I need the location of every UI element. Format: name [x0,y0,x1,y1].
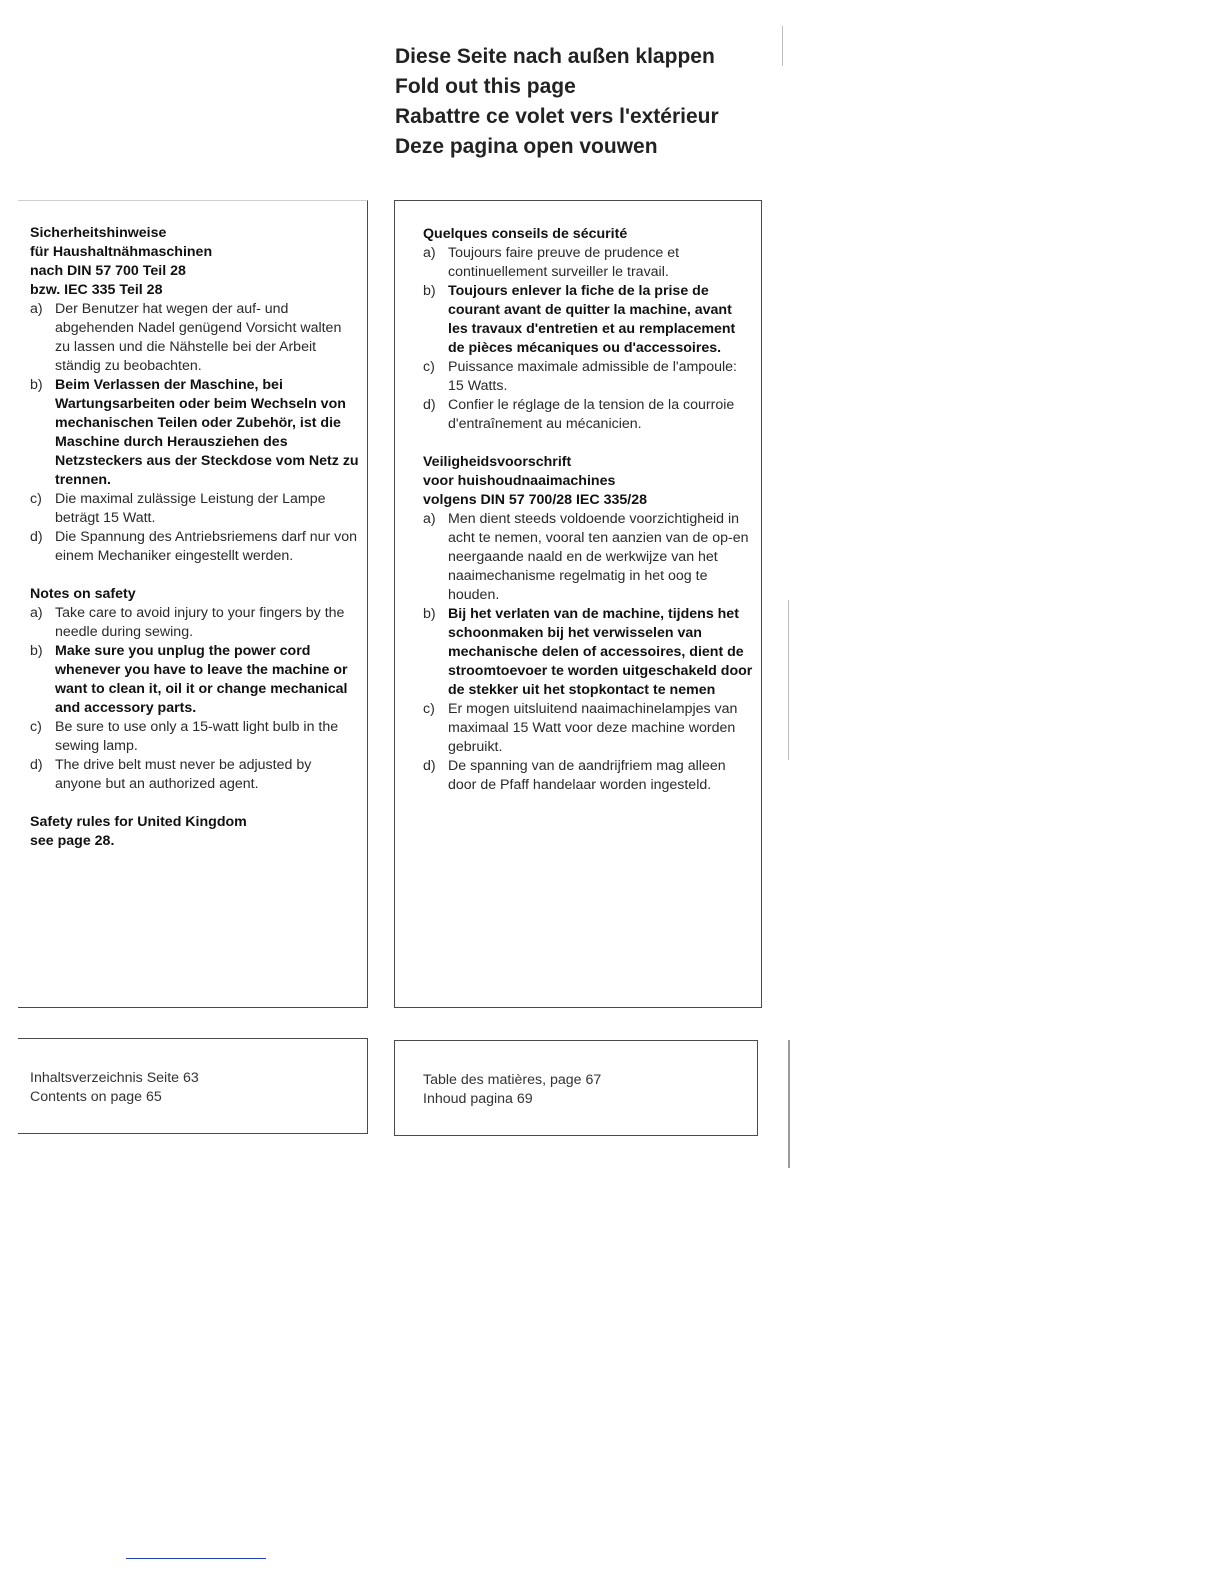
item-marker: a) [423,511,436,527]
footer-rule [126,1558,266,1559]
item-marker: c) [423,359,435,375]
item-text: Take care to avoid injury to your fingers by the needle during sewing. [55,605,345,640]
item-text: Puissance maximale admissible de l'ampoule: 15 Watts. [448,359,737,394]
item-marker: b) [423,283,436,299]
english-heading: Notes on safety [30,586,136,602]
list-item [30,718,359,756]
safety-content-left [30,224,359,851]
german-safety-list [30,300,359,566]
safety-box-french-dutch [394,200,762,1008]
list-item [30,490,359,528]
french-heading: Quelques conseils de sécurité [423,226,628,242]
item-marker: b) [30,377,43,393]
german-heading-line-3: nach DIN 57 700 Teil 28 [30,263,186,279]
header-line-dutch: Deze pagina open vouwen [395,135,658,158]
item-text: Beim Verlassen der Maschine, bei Wartungsarbeiten oder beim Wechseln von mechanischen Teilen oder Zubehör, ist die Maschine durch Herausziehen des Netzsteckers aus der Steckdose vom Netz zu trennen. [55,377,359,488]
item-marker: a) [30,605,43,621]
item-text: Toujours enlever la fiche de la prise de courant avant de quitter la machine, avant les travaux d'entretien et au remplacement de pièces mécaniques ou d'accessoires. [448,283,736,356]
item-marker: d) [30,757,43,773]
item-text: Die maximal zulässige Leistung der Lampe beträgt 15 Watt. [55,491,326,526]
dutch-heading-line-3: volgens DIN 57 700/28 IEC 335/28 [423,492,647,508]
item-text: Be sure to use only a 15-watt light bulb in the sewing lamp. [55,719,339,754]
item-text: De spanning van de aandrijfriem mag alleen door de Pfaff handelaar worden ingesteld. [448,758,726,793]
dutch-safety-list [423,510,753,795]
header-line-french: Rabattre ce volet vers l'extérieur [395,105,719,128]
list-item [30,300,359,376]
scan-edge-mark-middle [788,600,789,760]
toc-french-entry: Table des matières, page 67 [423,1072,602,1088]
toc-german-entry: Inhaltsverzeichnis Seite 63 [30,1070,199,1086]
item-text: The drive belt must never be adjusted by anyone but an authorized agent. [55,757,312,792]
list-item [423,700,753,757]
list-item [30,642,359,718]
safety-content-right [423,225,753,795]
item-text: Toujours faire preuve de prudence et continuellement surveiller le travail. [448,245,680,280]
toc-box-french-dutch [394,1040,758,1136]
uk-safety-note-line-1: Safety rules for United Kingdom [30,814,247,830]
item-marker: d) [423,397,436,413]
toc-dutch-entry: Inhoud pagina 69 [423,1091,533,1107]
list-item [423,282,753,358]
safety-box-german-english [18,200,368,1008]
list-item [423,358,753,396]
item-text: Make sure you unplug the power cord whenever you have to leave the machine or want to clean it, oil it or change mechanical and accessory parts. [55,643,348,716]
scan-edge-mark-top [782,26,783,66]
toc-english-entry: Contents on page 65 [30,1089,162,1105]
item-marker: a) [423,245,436,261]
list-item [423,510,753,605]
scan-edge-mark-bottom [788,1040,790,1168]
toc-left [30,1069,199,1107]
fold-out-header [395,42,719,162]
item-marker: a) [30,301,43,317]
dutch-heading-line-2: voor huishoudnaaimachines [423,473,616,489]
spacer [30,566,359,585]
english-safety-list [30,604,359,794]
list-item [30,604,359,642]
item-marker: c) [423,701,435,717]
item-text: Men dient steeds voldoende voorzichtigheid in acht te nemen, vooral ten aanzien van de op-en neergaande naald en de werkwijze van het naaimechanisme regelmatig in het oog te houden. [448,511,749,603]
item-marker: c) [30,719,42,735]
french-safety-list [423,244,753,434]
item-text: Er mogen uitsluitend naaimachinelampjes van maximaal 15 Watt voor deze machine worden gebruikt. [448,701,738,755]
item-text: Die Spannung des Antriebsriemens darf nur von einem Mechaniker eingestellt werden. [55,529,358,564]
item-text: Confier le réglage de la tension de la courroie d'entraînement au mécanicien. [448,397,735,432]
dutch-heading-line-1: Veiligheidsvoorschrift [423,454,572,470]
list-item [423,757,753,795]
header-line-german: Diese Seite nach außen klappen [395,45,715,68]
item-text: Bij het verlaten van de machine, tijdens het schoonmaken bij het verwisselen van mechanische delen of accessoires, dient de stroomtoevoer te worden uitgeschakeld door de stekker uit het stopkontact te nemen [448,606,753,698]
spacer [30,794,359,813]
header-line-english: Fold out this page [395,75,576,98]
item-marker: d) [30,529,43,545]
toc-box-german-english [18,1038,368,1134]
item-marker: b) [30,643,43,659]
uk-safety-note-line-2: see page 28. [30,833,115,849]
german-heading-line-4: bzw. IEC 335 Teil 28 [30,282,163,298]
item-marker: c) [30,491,42,507]
german-heading-line-2: für Haushaltnähmaschinen [30,244,213,260]
list-item [30,756,359,794]
toc-right [423,1071,601,1109]
item-marker: d) [423,758,436,774]
spacer [423,434,753,453]
german-heading-line-1: Sicherheitshinweise [30,225,167,241]
item-marker: b) [423,606,436,622]
list-item [423,605,753,700]
list-item [30,528,359,566]
list-item [423,396,753,434]
list-item [30,376,359,490]
item-text: Der Benutzer hat wegen der auf- und abgehenden Nadel genügend Vorsicht walten zu lassen und die Nähstelle bei der Arbeit ständig zu beobachten. [55,301,342,374]
list-item [423,244,753,282]
